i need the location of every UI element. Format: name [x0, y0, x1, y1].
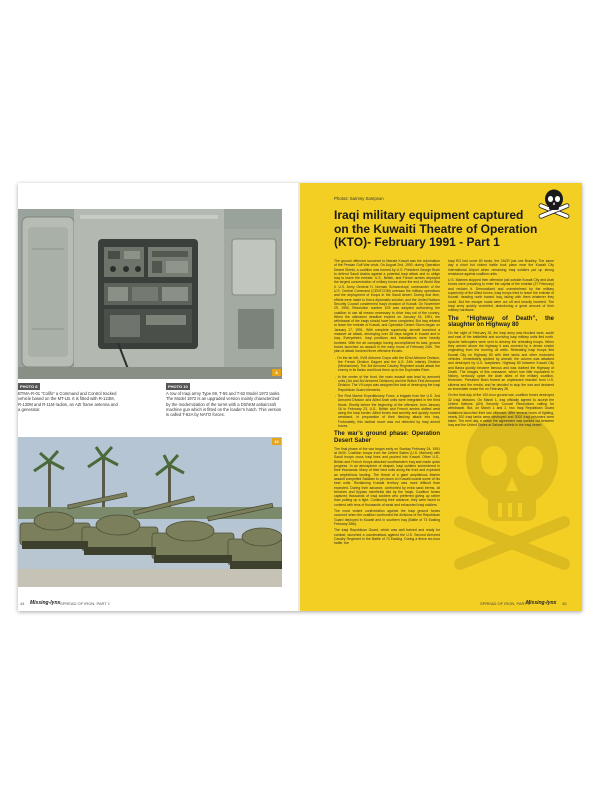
caption-photo-10 — [166, 383, 282, 417]
section-heading: The war’s ground phase: Operation Desert Saber — [334, 431, 440, 445]
paragraph: The most violent confrontation against the Iraqi ground forces occurred when the coalition confronted the divisions of the Republican Guard deployed in Kuwait and in southern Iraq (Battle of 73 Easting February 26th). — [334, 509, 440, 526]
article-column-1 — [334, 259, 440, 577]
paragraph: The Iraqi Republican Guard, which was well trained and ready for combat, launched a counterattack against the U.S. Second Armored Cavalry Regiment in the Battle of 73 Easting. During a fierce six-hour battle, the — [334, 528, 440, 546]
caption-tag: PHOTO 10 — [168, 384, 188, 389]
bullet-item: - On the far left, XVIII Airborne Corps with the 82nd Airborne Division, the French Division Daguet and the U.S. 24th Infantry Division (Mechanized). The 3rd Armored Cavalry Regiment would attack the enemy in its flanks and block them up to the Euphrates River. — [335, 355, 440, 373]
photo-number-badge: 8 — [272, 369, 281, 376]
series-title: SPREAD OF IRON, PART 1 — [480, 601, 531, 606]
photo-number-badge: 10 — [272, 438, 281, 445]
right-page-footer — [300, 600, 582, 608]
photo-vehicle-interior — [18, 209, 282, 379]
caption-tag: PHOTO 8 — [20, 384, 38, 389]
page-number: 44 — [20, 601, 25, 606]
article-column-2 — [448, 259, 554, 577]
bullet-item: - In the center of the front, the main assault was lead by armored units (1st and 3rd Armored Divisions) and the British First Armoured Division. The VII corps was assigned the task of destroying the Iraqi Republican Guard elements. — [335, 374, 440, 392]
caption-text: BTMA-R-01 “Colifo” a Command and Control tracked vehicle based on the MT-LB. It is fitted with R-123M, R-130M and R-11M radios, an AZI frame antenna and a generator. — [18, 391, 118, 412]
brand-logo: Missing-lynx — [30, 600, 61, 606]
caption-photo-8 — [18, 383, 118, 412]
skull-crossbones-icon — [536, 187, 572, 219]
paragraph: The final phase of the war began early on Sunday February 24, 1991 at 4h00. Coalition troops from the United States (U.S. Marines) with Saudi troops cross Iraqi lines and pushed into Kuwait. Other U.S., British and French troops attacked southwestern Iraq and made quick progress. In an atmosphere of despair, Iraqi soldiers surrendered in their thousands. Many of their best units along the front and expected an amphibious landing. The threat of a giant amphibious Marine assault compelled Saddam to pin down on Kuwaiti coasts some of his best units. Reclaiming Kuwaiti territory was more difficult than expected. During their advance, confronted by extra sand berms, oil trenches and bypass minefields laid by the Iraqis. Coalition forces captured thousands of Iraqi soldiers who preferred giving up rather than putting up a fight. Continuing their advance, they were faced to contend with tens of thousands of weak and exhausted Iraqi soldiers. — [334, 446, 440, 507]
paragraph: U.S. Marines stopped their offensive just outside Kuwait City and Arab forces were preparing to enter the capital of the emirate (27 February) and reclaim it. Demoralized and overwhelmed by the military superiority of the Allied forces, Iraqi troops tried to leave the emirate of Kuwait, heading north toward Iraq, taking with them whatever they could. But the escape roads were cut off and heavily bombed. The Iraqi army quickly crumbled, abandoning a great amount of their military hardware. — [448, 278, 554, 313]
left-page-footer — [18, 600, 300, 608]
paragraph: The ground offensive launched to liberate Kuwait was the culmination of the Persian Gulf War crisis. On August 2nd, 1990, during Operation Desert Shield, a coalition was formed by U.S. President George Bush to defend Saudi Arabia against a potential Iraqi attack and to oblige Iraq to leave the emirate. U.S., British, and French armies deployed the largest concentration of military forces since the end of World War II. U.S. Army General H. Norman Schwarzkopf, commander of the U.S. Central Command (CENTCOM) oversaw the military operations and the deployment of troops in the Saudi desert. During that time, efforts were made to find a diplomatic solution, and the United Nations Security Council condemned Iraq’s invasion of Kuwait. On November 29, 1990, Resolution number 678 was adopted authorizing the coalition to use all means necessary to drive Iraq out of the country. When the ultimatum deadline expired on January 15, 1991, the withdrawal of the Iraqis should have been completed. But Iraq refused to leave the emirate of Kuwait, and Operation Desert Storm began on January 17, 1991. With complete superiority, aircraft launched a massive air attack, destroying over 38 days targets in Kuwait and in Iraq. Everywhere, Iraqi positions and installations were heavily bombed. With the air campaign having accomplished its task, ground forces launched an assault in the early hours of February 24th. The plan of attack involved three offensive thrusts: — [334, 259, 440, 354]
article-title: Iraqi military equipment captured on the Kuwaiti Theatre of Operation (KTO)- February 1991 - Part 1 — [334, 208, 538, 249]
series-title: SPREAD OF IRON, PART 1 — [60, 601, 111, 606]
caption-text: A row of Iraqi army Type 69, T-55 and T-62 Model 1972 tanks. The Model 1972 is an upgraded version mainly characterized by the modernization of the turret with a DShKM antiaircraft machine gun which is fitted on the loader’s hatch. This version is called T-62A by NATO forces. — [166, 391, 282, 418]
left-page — [18, 183, 300, 611]
bullet-item: - The First Marine Expeditionary Force, a brigade from the U.S. 2nd Armored Division and Allied Arab units were integrated in the third thrust. Shortly before the beginning of the offensive, from January 16 to February 23, U.S., British and French armies shifted west along the Iraqi border. Allied forces had secretly and quickly moved westward, in preparation of their flanking attack into Iraq. Fortunately, this tactical move was not detected by Iraqi armed forces. — [335, 393, 440, 428]
section-heading: The “Highway of Death”, the slaughter on Highway 80 — [448, 315, 554, 329]
magazine-spread — [18, 183, 582, 611]
right-page — [300, 183, 582, 611]
photo-credit: Photos: Sammy Sampson — [334, 196, 384, 201]
paragraph: On the final day of the 100-hour ground war, coalition forces destroyed 32 Iraqi divisions. On March 1, Iraq officially agreed to accept the United Nations (UN) Security Council Resolutions calling for withdrawal. But, on March 1 and 2, two Iraqi Republican Guard battalions launched their last offensive. After several hours of fighting, nearly 200 Iraqi tanks were destroyed and 3000 Iraqi prisoners were taken. The next day, a cease fire agreement was worked out between Iraq and the United States at Safwan airfield in the Iraqi desert. — [448, 393, 554, 428]
brand-logo: Missing-lynx — [526, 600, 557, 606]
photo-tank-row — [18, 437, 282, 587]
paragraph: On the night of February 26, the Iraqi army was blocked west, south and east of the battlefield and surviving Iraqi military units fled north. Apache helicopters were sent to destroy the retreating troops. When they arrived above the highway it was covered by a dense smoke originating from the burning oil wells. Retreating Iraqi troops fled Kuwait City on Highway 80 with their tanks and other motorized vehicles. Immediately spotted by aircraft, the column was attacked and destroyed by U.S. warplanes. Highway 80 between Kuwait City and Basra quickly became famous and was dubbed the Highway of Death. The images of this massacre, which has little equivalent in history, seriously upset the Arab allies of the military coalition. Moreover, President Bush feared an unpleasant reaction from U.S. citizens and the media, and he decided to stop the war and declared an immediate cease fire on February 28. — [448, 331, 554, 392]
page-number: 45 — [562, 601, 567, 606]
paragraph: Iraqi RG lost some 80 tanks, the 2ACR just one Bradley. The same day a short but violent battle took place near the Kuwait City International Airport when remaining Iraqi soldiers put up strong resistance against coalition units. — [448, 259, 554, 276]
